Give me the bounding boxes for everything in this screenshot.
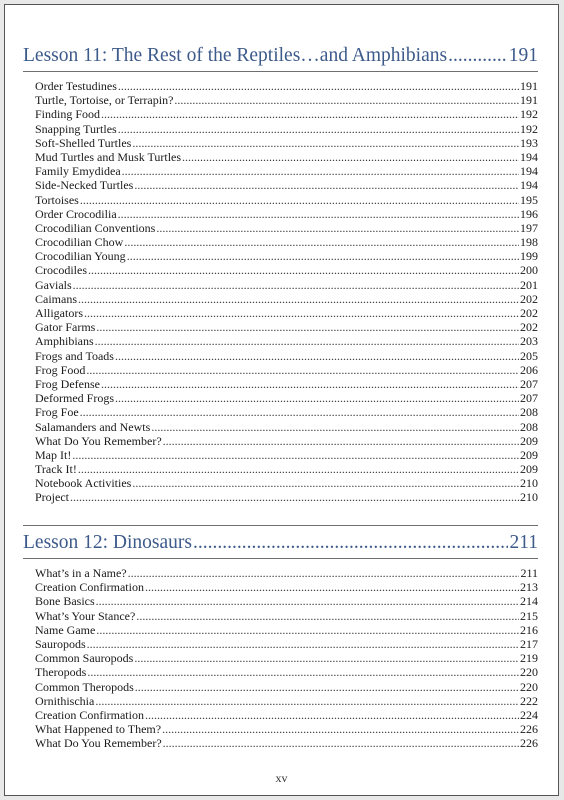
entry-page: 209	[520, 462, 538, 477]
entry-title: Tortoises	[35, 192, 79, 207]
entry-page: 206	[520, 362, 538, 377]
leader-dots	[162, 722, 519, 736]
entry-title: Caimans	[35, 291, 77, 306]
entry-title: Alligators	[35, 306, 83, 320]
entry-title: Family Emydidea	[35, 164, 121, 179]
entry-page: 202	[520, 306, 538, 320]
leader-dots	[127, 249, 519, 263]
entry-page: 210	[520, 476, 538, 491]
toc-entry[interactable]	[35, 122, 538, 136]
toc-entry[interactable]	[35, 320, 538, 334]
toc-entry[interactable]	[35, 708, 538, 722]
toc-entry[interactable]	[35, 207, 538, 221]
toc-entry[interactable]	[35, 164, 538, 178]
lesson-11-divider	[23, 71, 538, 72]
lesson-12-divider	[23, 558, 538, 559]
entry-page: 207	[520, 376, 538, 391]
entry-title: Frog Food	[35, 362, 86, 377]
toc-entry[interactable]	[35, 349, 538, 363]
entry-title: Snapping Turtles	[35, 121, 117, 136]
leader-dots	[136, 609, 519, 623]
leader-dots	[122, 164, 519, 178]
entry-title: Frog Defense	[35, 376, 100, 391]
leader-dots	[193, 532, 508, 554]
leader-dots	[182, 150, 519, 164]
entry-page: 202	[520, 320, 538, 335]
toc-entry[interactable]	[35, 193, 538, 207]
toc-entry[interactable]	[35, 694, 538, 708]
entry-page: 210	[520, 490, 538, 505]
lesson-12-heading[interactable]	[23, 532, 538, 554]
entry-title: Creation Confirmation	[35, 707, 144, 722]
toc-entry[interactable]	[35, 651, 538, 665]
entry-title: Order Crocodilia	[35, 206, 117, 221]
leader-dots	[134, 651, 519, 665]
entry-title: Amphibians	[35, 334, 94, 349]
entry-title: Common Theropods	[35, 679, 134, 694]
toc-entry[interactable]	[35, 235, 538, 249]
leader-dots	[118, 79, 519, 93]
leader-dots	[115, 349, 519, 363]
toc-entry[interactable]	[35, 434, 538, 448]
leader-dots	[156, 221, 519, 235]
lesson-12-top-divider	[23, 525, 538, 526]
toc-entry[interactable]	[35, 462, 538, 476]
leader-dots	[78, 462, 519, 476]
entry-title: Track It!	[35, 462, 77, 477]
leader-dots	[174, 93, 519, 107]
entry-page: 226	[520, 722, 538, 737]
entry-title: Crocodiles	[35, 263, 87, 278]
toc-entry[interactable]	[35, 609, 538, 623]
toc-entry[interactable]	[35, 150, 538, 164]
lesson-title: Lesson 11: The Rest of the Reptiles…and Amphibians	[23, 45, 448, 66]
entry-page: 222	[520, 693, 538, 708]
toc-entry[interactable]	[35, 136, 538, 150]
entry-title: Frog Foe	[35, 405, 79, 420]
leader-dots	[124, 235, 519, 249]
leader-dots	[96, 320, 519, 334]
entry-page: 202	[520, 291, 538, 306]
entry-title: Ornithischia	[35, 693, 95, 708]
toc-entry[interactable]	[35, 448, 538, 462]
page-number: xv	[275, 771, 288, 785]
entry-title: Project	[35, 490, 69, 505]
entry-title: Theropods	[35, 665, 87, 680]
entry-page: 203	[520, 334, 538, 349]
entry-title: Finding Food	[35, 107, 101, 122]
entry-page: 208	[520, 405, 538, 420]
toc-entry[interactable]	[35, 736, 538, 750]
toc-entry[interactable]	[35, 178, 538, 192]
leader-dots	[101, 107, 519, 121]
entry-title: Crocodilian Young	[35, 249, 126, 264]
toc-entry[interactable]	[35, 476, 538, 490]
toc-entry[interactable]	[35, 363, 538, 377]
lesson-page: 191	[508, 45, 538, 66]
toc-entry[interactable]	[35, 306, 538, 320]
entry-page: 194	[520, 164, 538, 179]
leader-dots	[145, 580, 519, 594]
entry-title: Soft-Shelled Turtles	[35, 135, 132, 150]
lesson-title: Lesson 12: Dinosaurs	[23, 532, 192, 553]
entry-page: 199	[520, 249, 538, 264]
entry-page: 194	[520, 149, 538, 164]
toc-entry[interactable]	[35, 490, 538, 504]
leader-dots	[118, 207, 519, 221]
entry-title: Gavials	[35, 277, 72, 292]
entry-page: 201	[520, 277, 538, 292]
entry-page: 214	[520, 594, 538, 609]
toc-entry[interactable]	[35, 665, 538, 679]
leader-dots	[87, 637, 519, 651]
toc-entry[interactable]	[35, 221, 538, 235]
leader-dots	[151, 420, 519, 434]
entry-title: Crocodilian Conventions	[35, 220, 156, 235]
entry-page: 213	[520, 580, 538, 595]
entry-title: Side-Necked Turtles	[35, 178, 134, 193]
toc-entry[interactable]	[35, 391, 538, 405]
toc-entry[interactable]	[35, 93, 538, 107]
toc-entry[interactable]	[35, 249, 538, 263]
leader-dots	[163, 434, 519, 448]
entry-page: 192	[520, 107, 538, 122]
leader-dots	[115, 391, 519, 405]
toc-entry[interactable]	[35, 594, 538, 608]
entry-title: Notebook Activities	[35, 476, 132, 491]
entry-page: 200	[520, 263, 538, 278]
entry-page: 219	[520, 651, 538, 666]
entry-title: Sauropods	[35, 636, 86, 651]
leader-dots	[73, 278, 519, 292]
leader-dots	[448, 45, 508, 67]
entry-title: Creation Confirmation	[35, 580, 144, 595]
entry-page: 196	[520, 206, 538, 221]
entry-title: Name Game	[35, 622, 96, 637]
entry-page: 226	[520, 736, 538, 751]
toc-entry[interactable]	[35, 107, 538, 121]
leader-dots	[128, 566, 520, 580]
entry-page: 193	[520, 135, 538, 150]
leader-dots	[163, 736, 519, 750]
leader-dots	[78, 292, 519, 306]
entry-title: Turtle, Tortoise, or Terrapin?	[35, 93, 174, 108]
entry-page: 207	[520, 391, 538, 406]
entry-page: 197	[520, 220, 538, 235]
toc-entry[interactable]	[35, 623, 538, 637]
toc-entry[interactable]	[35, 722, 538, 736]
lesson-11-entries	[35, 79, 538, 505]
entry-page: 209	[520, 433, 538, 448]
entry-page: 205	[520, 348, 538, 363]
entry-title: Common Sauropods	[35, 651, 134, 666]
lesson-11-heading[interactable]	[23, 45, 538, 67]
entry-page: 224	[520, 707, 538, 722]
entry-title: Gator Farms	[35, 320, 96, 335]
entry-page: 220	[520, 665, 538, 680]
toc-entry[interactable]	[35, 377, 538, 391]
toc-entry[interactable]	[35, 278, 538, 292]
leader-dots	[72, 448, 519, 462]
leader-dots	[101, 377, 519, 391]
toc-entry[interactable]	[35, 334, 538, 348]
leader-dots	[96, 594, 519, 608]
entry-title: What’s Your Stance?	[35, 608, 136, 623]
entry-title: Deformed Frogs	[35, 391, 114, 406]
entry-page: 216	[520, 622, 538, 637]
entry-page: 192	[520, 121, 538, 136]
leader-dots	[87, 665, 519, 679]
toc-entry[interactable]	[35, 263, 538, 277]
leader-dots	[132, 476, 519, 490]
leader-dots	[95, 334, 519, 348]
toc-page	[4, 4, 559, 796]
leader-dots	[145, 708, 519, 722]
toc-entry[interactable]	[35, 405, 538, 419]
toc-entry[interactable]	[35, 680, 538, 694]
entry-page: 209	[520, 447, 538, 462]
entry-title: What Happened to Them?	[35, 722, 162, 737]
leader-dots	[84, 306, 519, 320]
entry-title: Order Testudines	[35, 79, 117, 93]
lesson-page: 211	[509, 532, 538, 553]
toc-entry[interactable]	[35, 637, 538, 651]
toc-entry[interactable]	[35, 420, 538, 434]
entry-page: 198	[520, 235, 538, 250]
entry-page: 211	[520, 566, 538, 580]
leader-dots	[80, 405, 519, 419]
toc-entry[interactable]	[35, 566, 538, 580]
leader-dots	[96, 623, 519, 637]
entry-title: Mud Turtles and Musk Turtles	[35, 149, 182, 164]
lesson-12-entries	[35, 566, 538, 750]
entry-page: 191	[520, 93, 538, 108]
entry-page: 208	[520, 419, 538, 434]
leader-dots	[132, 136, 519, 150]
leader-dots	[95, 694, 519, 708]
entry-page: 195	[520, 192, 538, 207]
leader-dots	[134, 178, 519, 192]
entry-title: What Do You Remember?	[35, 433, 162, 448]
entry-page: 194	[520, 178, 538, 193]
entry-title: What Do You Remember?	[35, 736, 162, 751]
entry-title: Map It!	[35, 447, 72, 462]
leader-dots	[88, 263, 519, 277]
leader-dots	[80, 193, 519, 207]
leader-dots	[135, 680, 519, 694]
entry-title: Frogs and Toads	[35, 348, 114, 363]
entry-page: 191	[520, 79, 538, 93]
toc-entry[interactable]	[35, 580, 538, 594]
entry-page: 217	[520, 636, 538, 651]
toc-entry[interactable]	[35, 292, 538, 306]
entry-title: Crocodilian Chow	[35, 235, 124, 250]
entry-title: Salamanders and Newts	[35, 419, 151, 434]
entry-page: 215	[520, 608, 538, 623]
entry-page: 220	[520, 679, 538, 694]
entry-title: Bone Basics	[35, 594, 95, 609]
leader-dots	[86, 363, 519, 377]
toc-entry[interactable]	[35, 79, 538, 93]
entry-title: What’s in a Name?	[35, 566, 127, 580]
leader-dots	[70, 490, 519, 504]
leader-dots	[118, 122, 519, 136]
